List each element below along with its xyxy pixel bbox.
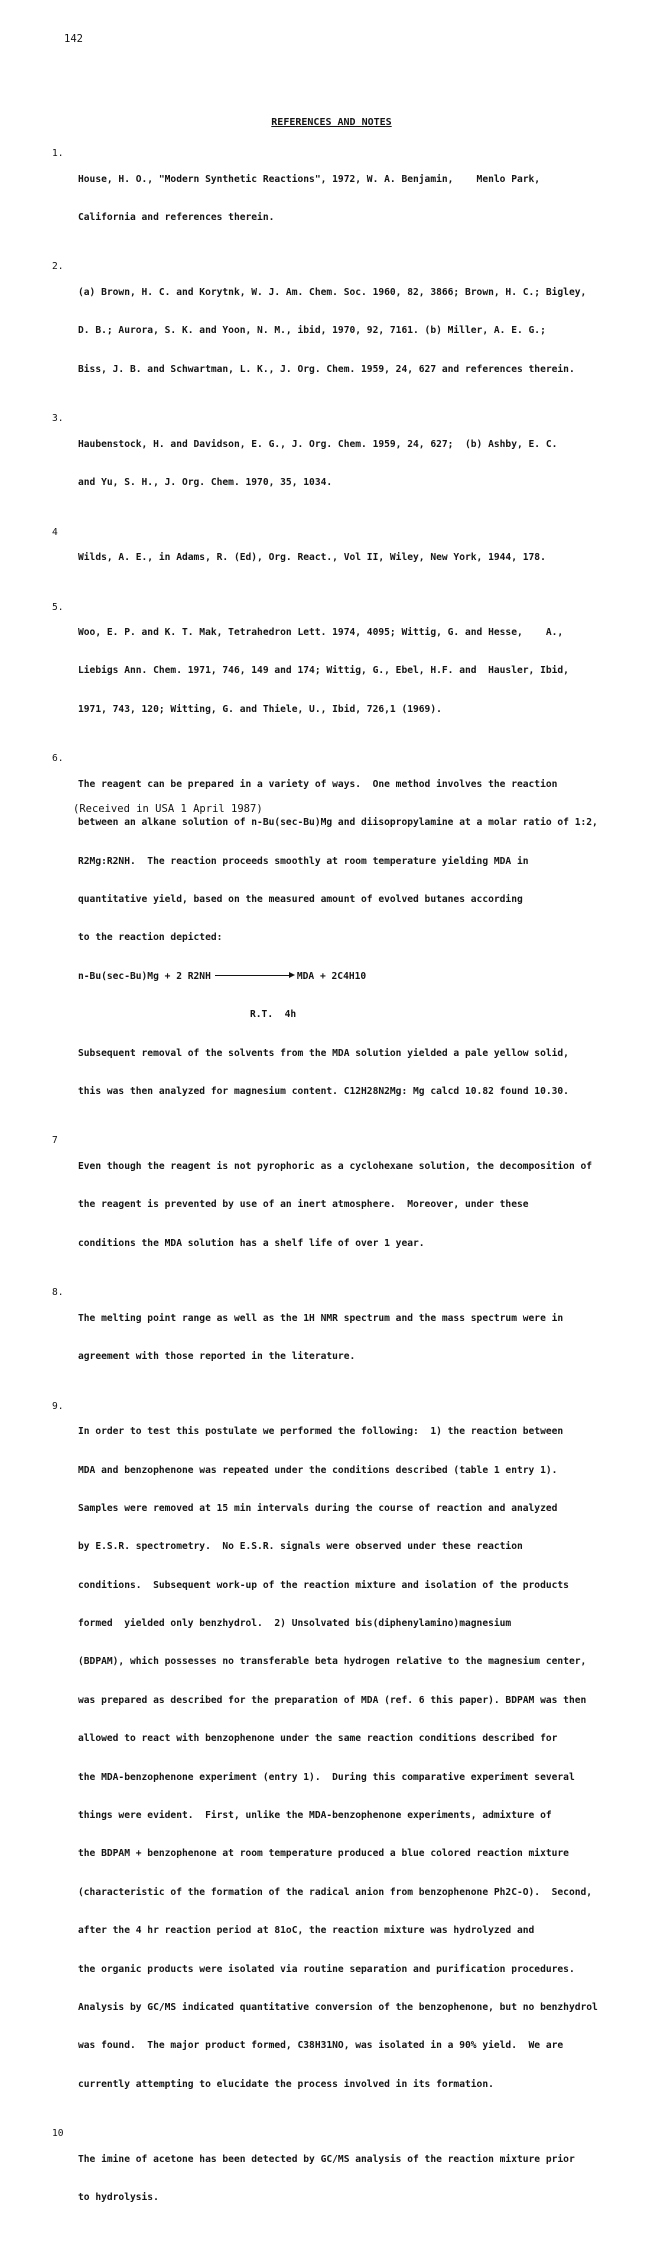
note-line: The reagent can be prepared in a variety of ways. One method involves the reaction [78,778,558,790]
reference-line: House, H. O., "Modern Synthetic Reactions", 1972, W. A. Benjamin, Menlo Park, [78,173,541,185]
note-line: the organic products were isolated via routine separation and purification procedures. [78,1963,575,1975]
reference-line: Haubenstock, H. and Davidson, E. G., J. Org. Chem. 1959, 24, 627; (b) Ashby, E. C. [78,438,558,450]
note-line: (characteristic of the formation of the radical anion from benzophenone Ph2C-O). Second, [78,1886,593,1898]
note-line: the reagent is prevented by use of an inert atmosphere. Moreover, under these [78,1199,529,1211]
note-8 [52,1287,632,1389]
reference-line: Wilds, A. E., in Adams, R. (Ed), Org. React., Vol II, Wiley, New York, 1944, 178. [78,552,546,564]
reference-number: 10 [52,2128,64,2140]
note-line: was prepared as described for the preparation of MDA (ref. 6 this paper). BDPAM was then [78,1694,587,1706]
reference-line: D. B.; Aurora, S. K. and Yoon, N. M., ibid, 1970, 92, 7161. (b) Miller, A. E. G.; [78,325,546,337]
note-line: Subsequent removal of the solvents from the MDA solution yielded a pale yellow solid, [78,1047,569,1059]
note-line: quantitative yield, based on the measured amount of evolved butanes according [78,894,523,906]
note-line: agreement with those reported in the literature. [78,1351,356,1363]
note-line: formed yielded only benzhydrol. 2) Unsolvated bis(diphenylamino)magnesium [78,1618,512,1630]
note-line: the MDA-benzophenone experiment (entry 1). During this comparative experiment several [78,1771,575,1783]
reference-4 [52,527,632,591]
note-10 [52,2128,632,2230]
equation-reactants: n-Bu(sec-Bu)Mg + 2 R2NH [78,970,211,982]
note-line: currently attempting to elucidate the process involved in its formation. [78,2078,494,2090]
note-line: between an alkane solution of n-Bu(sec-Bu)Mg and diisopropylamine at a molar ratio of 1:2, [78,817,598,829]
reference-line: (a) Brown, H. C. and Korytnk, W. J. Am. Chem. Soc. 1960, 82, 3866; Brown, H. C.; Bigley, [78,286,587,298]
note-text [78,1135,632,1276]
note-line: by E.S.R. spectrometry. No E.S.R. signals were observed under these reaction [78,1541,523,1553]
page-number: 142 [64,33,83,45]
references-heading: REFERENCES AND NOTES [271,117,392,128]
reference-number: 4 [52,526,58,538]
note-line: Samples were removed at 15 min intervals during the course of reaction and analyzed [78,1502,558,1514]
note-line: after the 4 hr reaction period at 81oC, the reaction mixture was hydrolyzed and [78,1925,535,1937]
reference-line: Woo, E. P. and K. T. Mak, Tetrahedron Lett. 1974, 4095; Wittig, G. and Hesse, A., [78,627,564,639]
reference-number: 8. [52,1287,64,1299]
note-line: allowed to react with benzophenone under the same reaction conditions described for [78,1733,558,1745]
references-list [52,148,632,2242]
reference-number: 6. [52,753,64,765]
reference-line: California and references therein. [78,211,275,223]
reference-line: Liebigs Ann. Chem. 1971, 746, 149 and 174; Wittig, G., Ebel, H.F. and Hausler, Ibid, [78,665,569,677]
note-line: (BDPAM), which possesses no transferable beta hydrogen relative to the magnesium center, [78,1656,587,1668]
reference-text [78,527,632,591]
equation-products: MDA + 2C4H10 [296,970,367,982]
note-text [78,1401,632,2118]
note-line: MDA and benzophenone was repeated under the conditions described (table 1 entry 1). [78,1464,558,1476]
note-line: to the reaction depicted: [78,932,223,944]
note-line: this was then analyzed for magnesium content. C12H28N2Mg: Mg calcd 10.82 found 10.30. [78,1085,569,1097]
note-9 [52,1401,632,2118]
reference-number: 3. [52,413,64,425]
note-text [78,1287,632,1389]
reference-line: Biss, J. B. and Schwartman, L. K., J. Org. Chem. 1959, 24, 627 and references therein. [78,363,575,375]
reference-number: 5. [52,601,64,613]
reference-2 [52,261,632,402]
note-line: conditions. Subsequent work-up of the reaction mixture and isolation of the products [78,1579,569,1591]
note-line: Even though the reagent is not pyrophoric as a cyclohexane solution, the decomposition of [78,1160,593,1172]
reference-line: and Yu, S. H., J. Org. Chem. 1970, 35, 1034. [78,477,333,489]
note-line: Analysis by GC/MS indicated quantitative conversion of the benzophenone, but no benzhydrol [78,2001,598,2013]
note-line: things were evident. First, unlike the MDA-benzophenone experiments, admixture of [78,1810,552,1822]
note-line: R2Mg:R2NH. The reaction proceeds smoothly at room temperature yielding MDA in [78,855,529,867]
note-line: The imine of acetone has been detected by GC/MS analysis of the reaction mixture prior [78,2153,575,2165]
note-line: conditions the MDA solution has a shelf life of over 1 year. [78,1237,425,1249]
received-date: (Received in USA 1 April 1987) [73,803,263,815]
reference-number: 2. [52,261,64,273]
reference-1 [52,148,632,250]
note-7 [52,1135,632,1276]
reference-line: 1971, 743, 120; Witting, G. and Thiele, U., Ibid, 726,1 (1969). [78,703,442,715]
note-line: to hydrolysis. [78,2192,159,2204]
reference-5 [52,602,632,743]
reference-number: 7 [52,1135,58,1147]
note-line: was found. The major product formed, C38H31NO, was isolated in a 90% yield. We are [78,2040,564,2052]
note-line: the BDPAM + benzophenone at room temperature produced a blue colored reaction mixture [78,1848,569,1860]
reaction-arrow-icon [215,975,293,976]
note-line: The melting point range as well as the 1H NMR spectrum and the mass spectrum were in [78,1312,564,1324]
reference-text [78,148,632,250]
reaction-conditions: R.T. 4h [250,1009,297,1021]
reference-3 [52,413,632,515]
reference-text [78,413,632,515]
reference-number: 9. [52,1400,64,1412]
reference-text [78,602,632,743]
reference-text [78,261,632,402]
reaction-equation [78,971,632,984]
note-text [78,2128,632,2230]
reference-number: 1. [52,148,64,159]
note-line: In order to test this postulate we performed the following: 1) the reaction between [78,1426,564,1438]
